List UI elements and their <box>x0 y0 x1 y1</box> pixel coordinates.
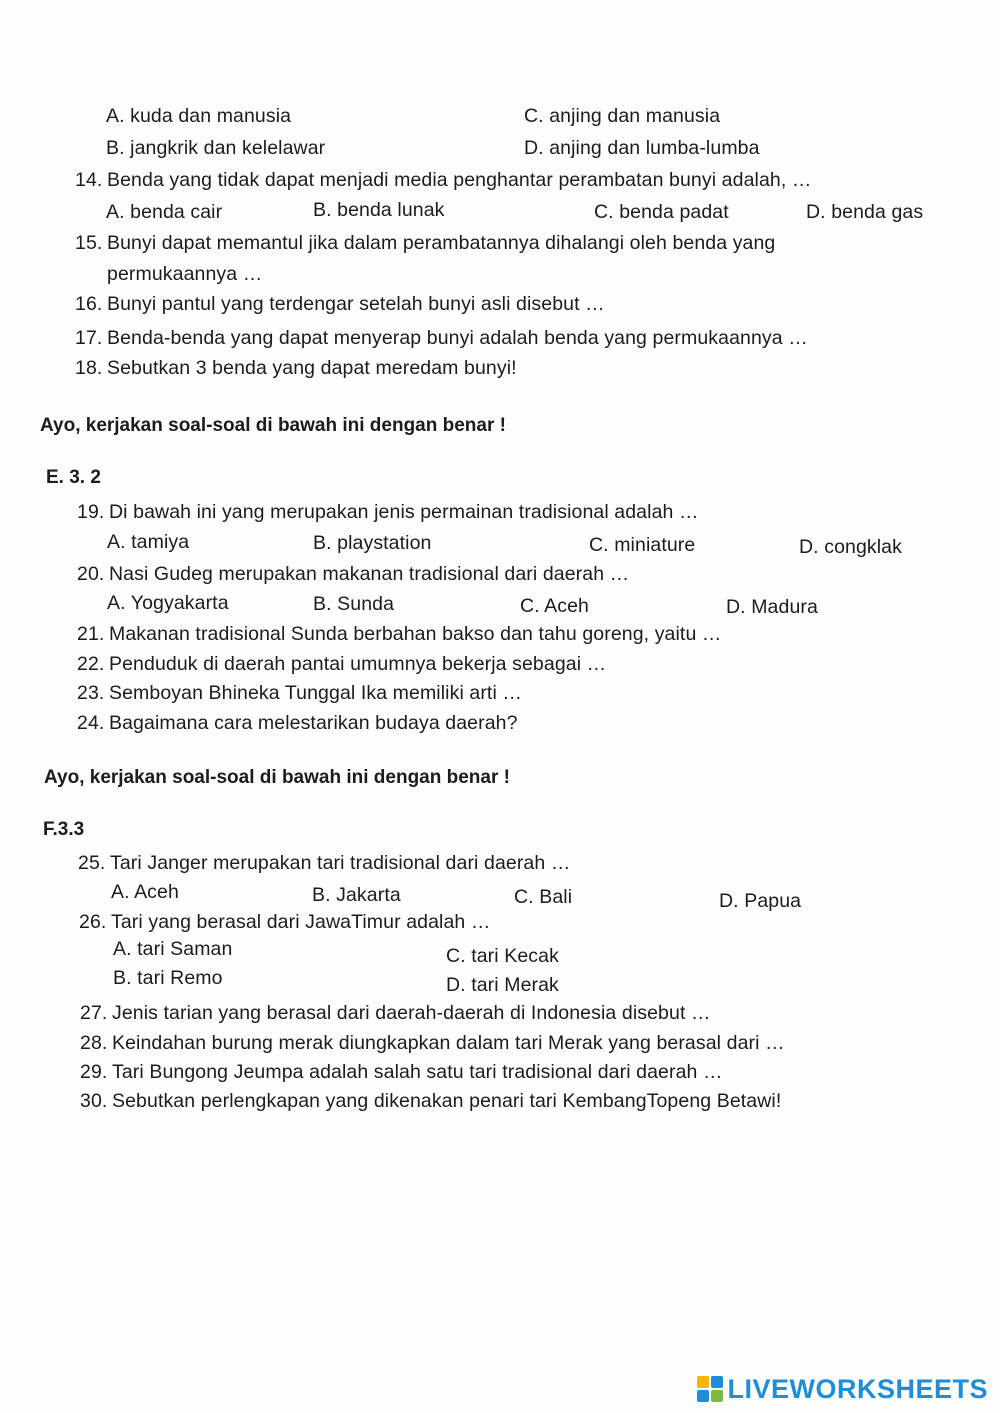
question-text: Penduduk di daerah pantai umumnya bekerja sebagai … <box>109 653 607 675</box>
q25-option-d: D. Papua <box>719 890 802 912</box>
q14-option-c: C. benda padat <box>594 201 729 223</box>
question-number: 18. <box>75 357 103 379</box>
question-text: Sebutkan perlengkapan yang dikenakan penari tari KembangTopeng Betawi! <box>112 1090 782 1112</box>
section-e-heading: Ayo, kerjakan soal-soal di bawah ini dengan benar ! <box>40 415 506 436</box>
q14-option-b: B. benda lunak <box>313 199 445 221</box>
question-number: 25. <box>78 852 106 874</box>
brand-name: LIVEWORKSHEETS <box>727 1373 988 1404</box>
question-number: 20. <box>77 563 105 585</box>
q19-option-c: C. miniature <box>589 534 696 556</box>
q26-option-c: C. tari Kecak <box>446 945 559 967</box>
q26-option-a: A. tari Saman <box>113 938 233 960</box>
q19-option-b: B. playstation <box>313 532 432 554</box>
question-number: 26. <box>79 911 107 933</box>
q13-option-d: D. anjing dan lumba-lumba <box>524 137 760 159</box>
q13-option-b: B. jangkrik dan kelelawar <box>106 137 326 159</box>
q20-option-a: A. Yogyakarta <box>107 592 229 614</box>
question-text: Sebutkan 3 benda yang dapat meredam bunyi! <box>107 357 517 379</box>
question-number: 27. <box>80 1002 108 1024</box>
section-f-heading: Ayo, kerjakan soal-soal di bawah ini dengan benar ! <box>44 767 510 788</box>
question-text: Benda-benda yang dapat menyerap bunyi adalah benda yang permukaannya … <box>107 327 808 349</box>
question-15-line-2: permukaannya … <box>107 263 263 285</box>
question-23 <box>77 681 522 705</box>
question-number: 19. <box>77 501 105 523</box>
q25-option-a: A. Aceh <box>111 881 179 903</box>
question-text: Jenis tarian yang berasal dari daerah-daerah di Indonesia disebut … <box>112 1002 711 1024</box>
q25-option-c: C. Bali <box>514 886 573 908</box>
question-19 <box>77 500 699 524</box>
question-text: Semboyan Bhineka Tunggal Ika memiliki arti … <box>109 682 523 704</box>
question-14 <box>75 168 811 192</box>
question-number: 21. <box>77 623 105 645</box>
q25-option-b: B. Jakarta <box>312 884 401 906</box>
question-number: 30. <box>80 1090 108 1112</box>
question-number: 23. <box>77 682 105 704</box>
question-text: Makanan tradisional Sunda berbahan bakso dan tahu goreng, yaitu … <box>109 623 722 645</box>
question-text: Keindahan burung merak diungkapkan dalam tari Merak yang berasal dari … <box>112 1032 785 1054</box>
question-29 <box>80 1060 723 1084</box>
liveworksheets-logo-icon <box>697 1376 723 1402</box>
question-15 <box>75 231 775 255</box>
q14-option-a: A. benda cair <box>106 201 223 223</box>
q20-option-d: D. Madura <box>726 596 818 618</box>
question-text: Di bawah ini yang merupakan jenis permainan tradisional adalah … <box>109 501 699 523</box>
q19-option-a: A. tamiya <box>107 531 190 553</box>
question-number: 29. <box>80 1061 108 1083</box>
q20-option-c: C. Aceh <box>520 595 589 617</box>
question-24 <box>77 711 518 735</box>
question-text: Benda yang tidak dapat menjadi media penghantar perambatan bunyi adalah, … <box>107 169 812 191</box>
question-number: 28. <box>80 1032 108 1054</box>
q19-option-d: D. congklak <box>799 536 902 558</box>
q14-option-d: D. benda gas <box>806 201 924 223</box>
question-text: Tari Bungong Jeumpa adalah salah satu tari tradisional dari daerah … <box>112 1061 723 1083</box>
question-20 <box>77 562 629 586</box>
question-number: 14. <box>75 169 103 191</box>
liveworksheets-brand <box>697 1373 988 1405</box>
question-number: 16. <box>75 293 103 315</box>
question-27 <box>80 1001 711 1025</box>
question-text: Bunyi pantul yang terdengar setelah bunyi asli disebut … <box>107 293 605 315</box>
question-text: Bagaimana cara melestarikan budaya daerah? <box>109 712 518 734</box>
q26-option-b: B. tari Remo <box>113 967 223 989</box>
section-f-code: F.3.3 <box>43 819 85 840</box>
question-number: 24. <box>77 712 105 734</box>
question-number: 22. <box>77 653 105 675</box>
question-number: 15. <box>75 232 103 254</box>
question-number: 17. <box>75 327 103 349</box>
section-e-code: E. 3. 2 <box>46 467 101 488</box>
question-25 <box>78 851 570 875</box>
q13-option-a: A. kuda dan manusia <box>106 105 292 127</box>
q20-option-b: B. Sunda <box>313 593 395 615</box>
q26-option-d: D. tari Merak <box>446 974 559 996</box>
question-text: Nasi Gudeg merupakan makanan tradisional dari daerah … <box>109 563 630 585</box>
question-16 <box>75 292 605 316</box>
question-text: Tari yang berasal dari JawaTimur adalah … <box>111 911 491 933</box>
question-18 <box>75 356 517 380</box>
q13-option-c: C. anjing dan manusia <box>524 105 721 127</box>
question-17 <box>75 326 808 350</box>
question-21 <box>77 622 722 646</box>
question-22 <box>77 652 606 676</box>
question-text: Tari Janger merupakan tari tradisional dari daerah … <box>110 852 571 874</box>
question-26 <box>79 910 490 934</box>
question-28 <box>80 1031 785 1055</box>
question-text: Bunyi dapat memantul jika dalam perambatannya dihalangi oleh benda yang <box>107 232 776 254</box>
question-30 <box>80 1089 781 1113</box>
